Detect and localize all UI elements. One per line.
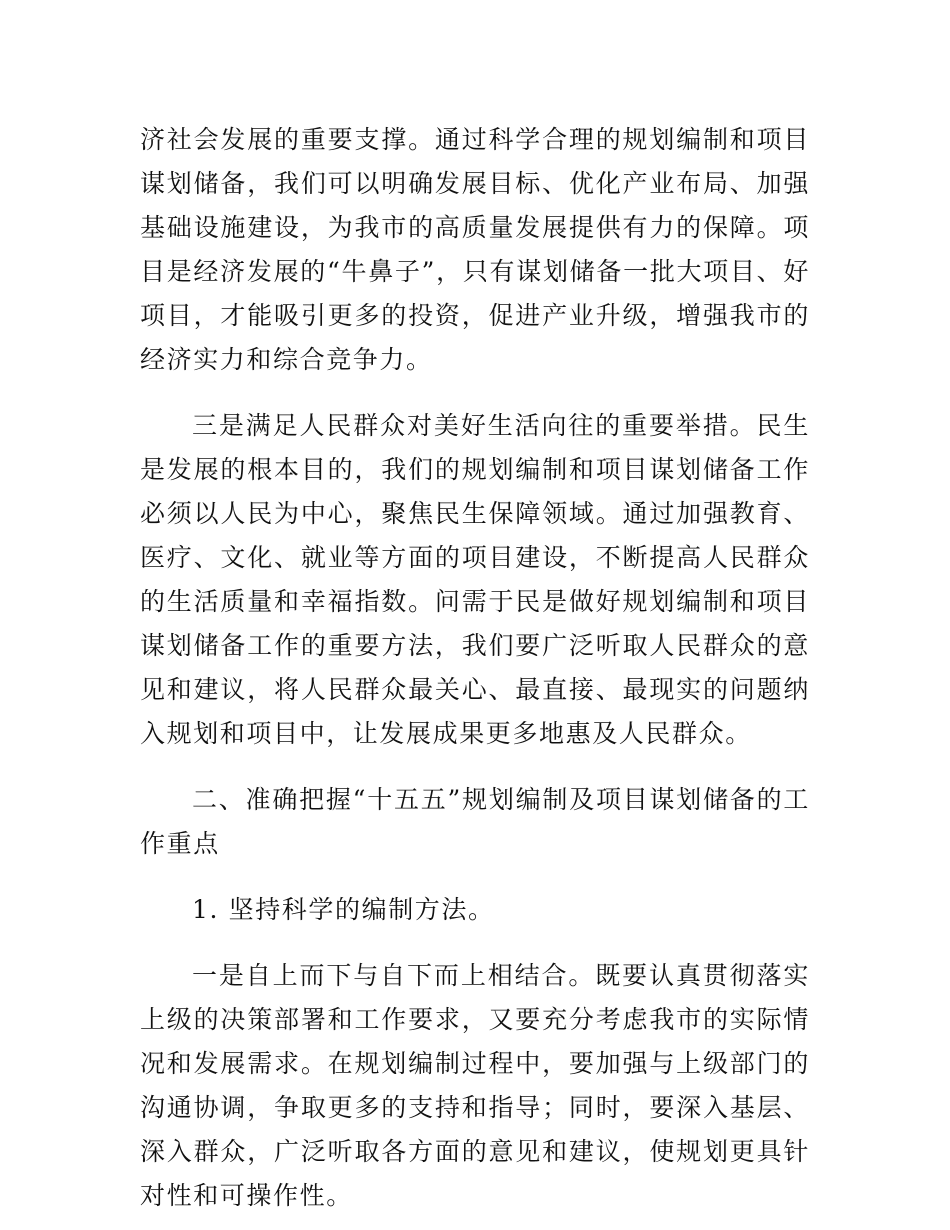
document-body [140, 118, 810, 1218]
paragraph-2: 三是满足人民群众对美好生活向往的重要举措。民生是发展的根本目的，我们的规划编制和项目谋划储备工作必须以人民为中心，聚焦民生保障领域。通过加强教育、医疗、文化、就业等方面的项目建设，不断提高人民群众的生活质量和幸福指数。问需于民是做好规划编制和项目谋划储备工作的重要方法，我们要广泛听取人民群众的意见和建议，将人民群众最关心、最直接、最现实的问题纳入规划和项目中，让发展成果更多地惠及人民群众。 [140, 411, 810, 748]
subsection-heading: 1. 坚持科学的编制方法。 [192, 895, 495, 924]
paragraph-3: 一是自上而下与自下而上相结合。既要认真贯彻落实上级的决策部署和工作要求，又要充分考虑我市的实际情况和发展需求。在规划编制过程中，要加强与上级部门的沟通协调，争取更多的支持和指导；同时，要深入基层、深入群众，广泛听取各方面的意见和建议，使规划更具针对性和可操作性。 [140, 961, 810, 1210]
section-heading: 二、准确把握“十五五”规划编制及项目谋划储备的工作重点 [140, 785, 810, 858]
paragraph-1: 济社会发展的重要支撑。通过科学合理的规划编制和项目谋划储备，我们可以明确发展目标、优化产业布局、加强基础设施建设，为我市的高质量发展提供有力的保障。项目是经济发展的“牛鼻子”，只有谋划储备一批大项目、好项目，才能吸引更多的投资，促进产业升级，增强我市的经济实力和综合竞争力。 [140, 125, 810, 374]
